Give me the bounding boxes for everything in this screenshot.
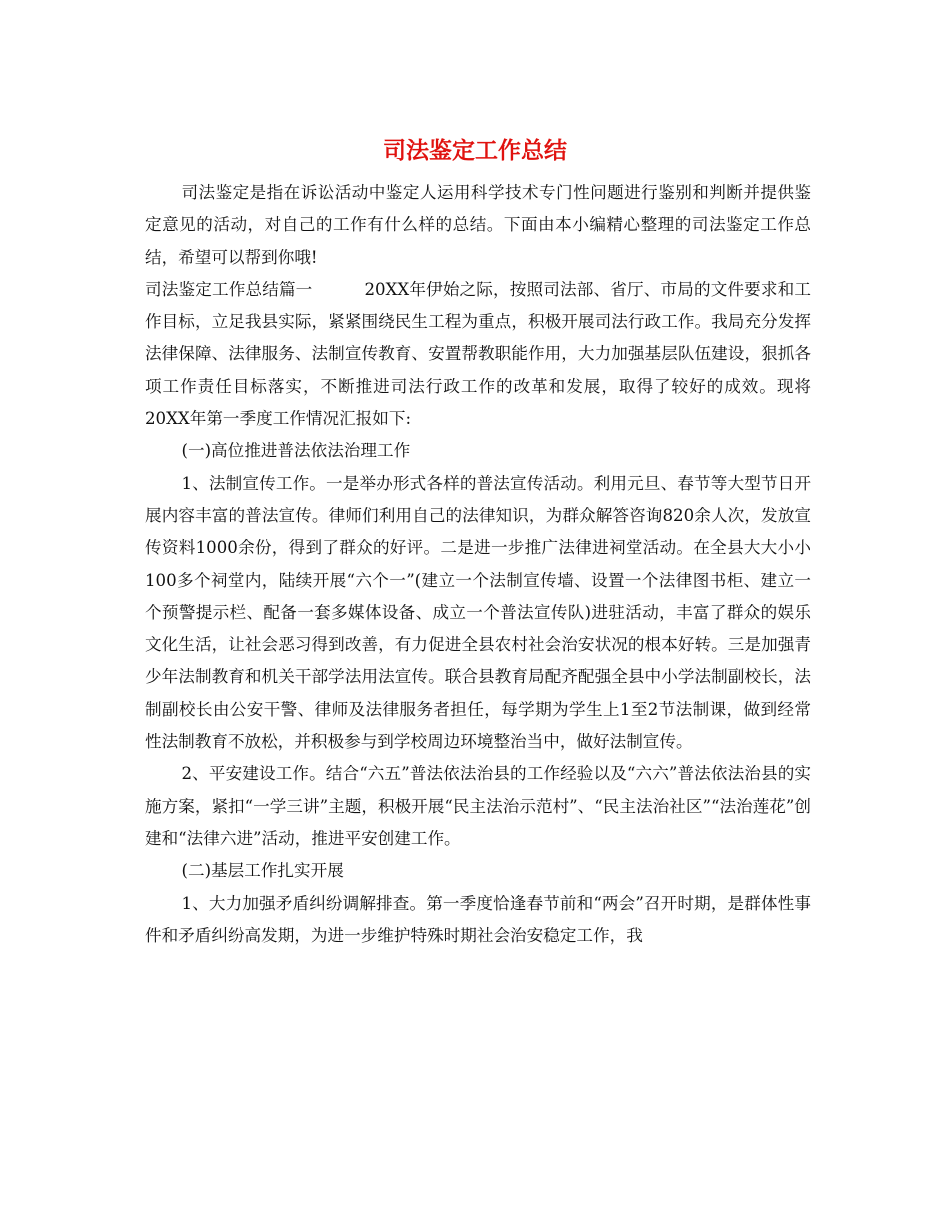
document-title: 司法鉴定工作总结: [383, 138, 567, 164]
part-one-label: 司法鉴定工作总结篇一: [145, 279, 313, 299]
section-2-item-1: 1、大力加强矛盾纠纷调解排查。第一季度恰逢春节前和“两会”召开时期，是群体性事件和矛盾纠纷高发期，为进一步维护特殊时期社会治安稳定工作，我: [145, 893, 811, 945]
section-1-item-2: 2、平安建设工作。结合“六五”普法依法治县的工作经验以及“六六”普法依法治县的实施方案，紧扣“一学三讲”主题，积极开展“民主法治示范村”、“民主法治社区”“法治莲花”创建和“法律六进”活动，推进平安创建工作。: [145, 764, 811, 848]
section-1-heading: (一)高位推进普法依法治理工作: [181, 441, 411, 461]
section-1-item-1: 1、法制宣传工作。一是举办形式各样的普法宣传活动。利用元旦、春节等大型节日开展内容丰富的普法宣传。律师们利用自己的法律知识，为群众解答咨询820余人次，发放宣传资料1000余份，得到了群众的好评。二是进一步推广法律进祠堂活动。在全县大大小小100多个祠堂内，陆续开展“六个一”(建立一个法制宣传墙、设置一个法律图书柜、建立一个预警提示栏、配备一套多媒体设备、成立一个普法宣传队)进驻活动，丰富了群众的娱乐文化生活，让社会恶习得到改善，有力促进全县农村社会治安状况的根本好转。三是加强青少年法制教育和机关干部学法用法宣传。联合县教育局配齐配强全县中小学法制副校长，法制副校长由公安干警、律师及法律服务者担任，每学期为学生上1至2节法制课，做到经常性法制教育不放松，并积极参与到学校周边环境整治当中，做好法制宣传。: [145, 473, 811, 752]
part-one-body: 20XX年伊始之际，按照司法部、省厅、市局的文件要求和工作目标，立足我县实际，紧紧围绕民生工程为重点，积极开展司法行政工作。我局充分发挥法律保障、法律服务、法制宣传教育、安置帮教职能作用，大力加强基层队伍建设，狠抓各项工作责任目标落实，不断推进司法行政工作的改革和发展，取得了较好的成效。现将20XX年第一季度工作情况汇报如下:: [145, 279, 812, 429]
document-body: [145, 177, 811, 952]
part-one-paragraph: [145, 274, 811, 435]
intro-paragraph: 司法鉴定是指在诉讼活动中鉴定人运用科学技术专门性问题进行鉴别和判断并提供鉴定意见的活动，对自己的工作有什么样的总结。下面由本小编精心整理的司法鉴定工作总结，希望可以帮到你哦!: [145, 183, 811, 267]
section-2-heading: (二)基层工作扎实开展: [181, 861, 344, 881]
